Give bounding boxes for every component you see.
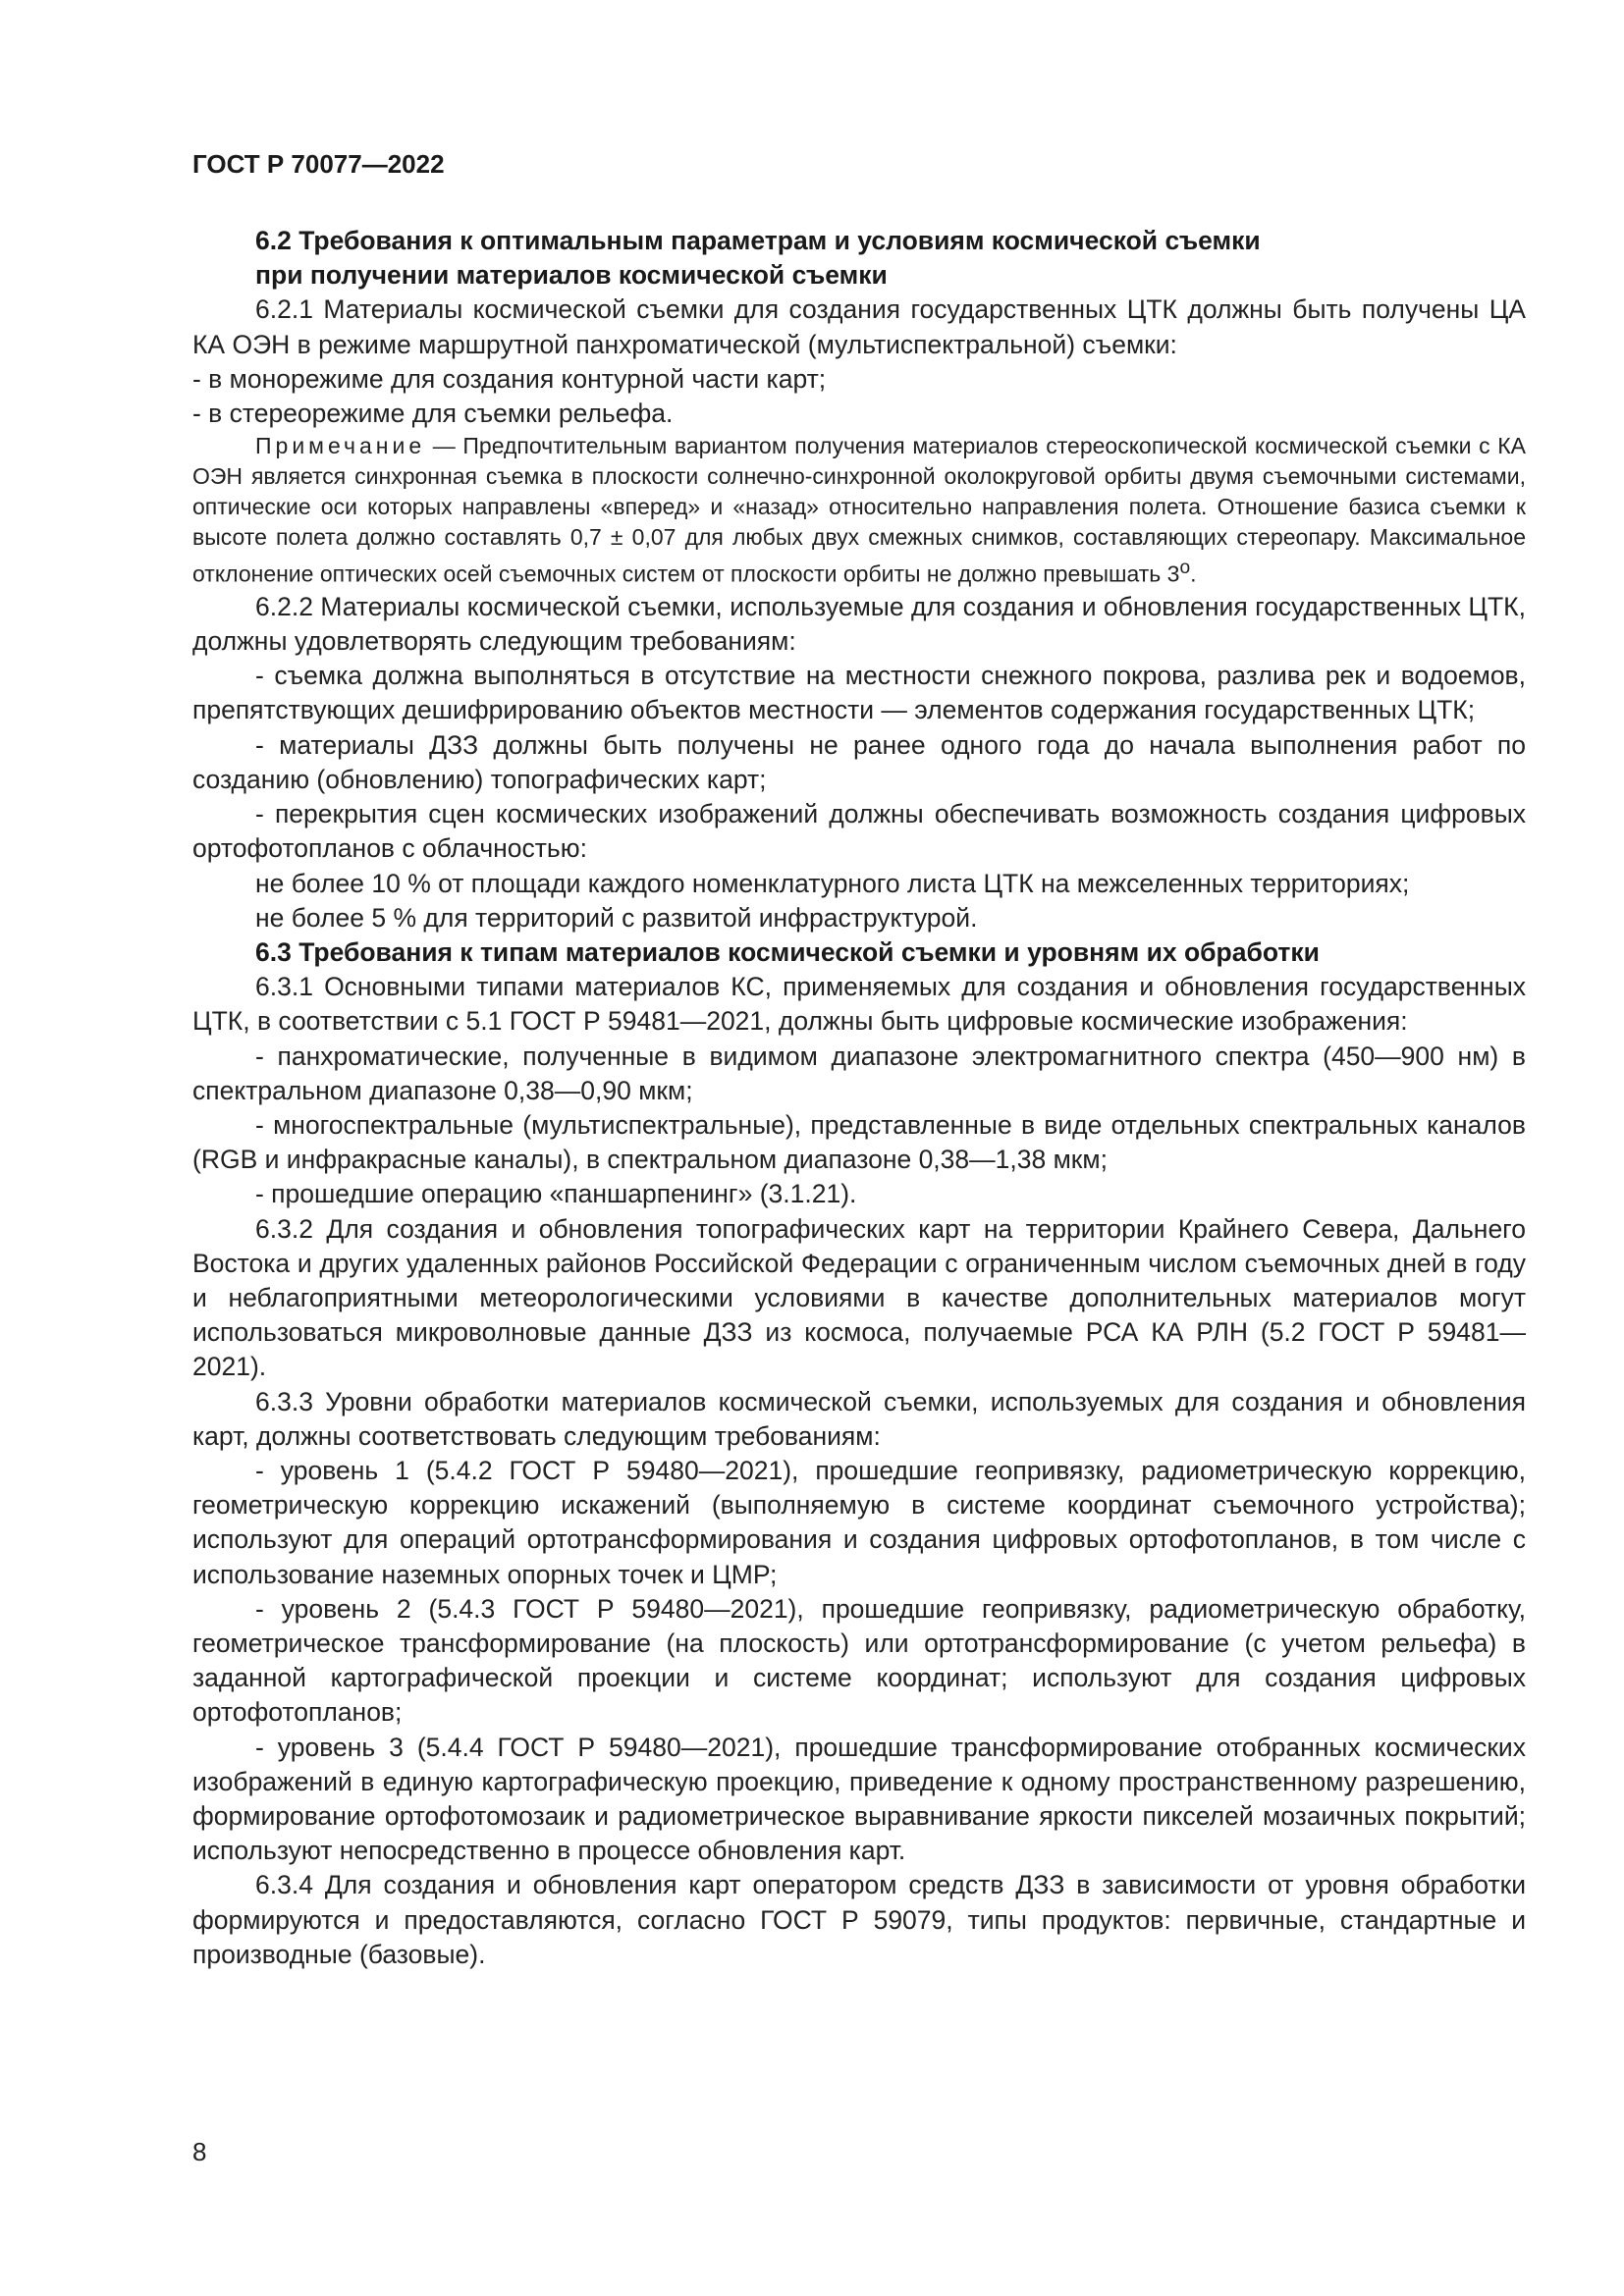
list-item-6-2-2-b: - материалы ДЗЗ должны быть получены не ранее одного года до начала выполнения работ по созданию (обновлению) топографических карт; bbox=[192, 729, 1526, 794]
paragraph-6-2-2: 6.2.2 Материалы космической съемки, используемые для создания и обновления государственных ЦТК, должны удовлетворять следующим требованиям: bbox=[192, 591, 1526, 657]
list-item-6-3-1-a: - панхроматические, полученные в видимом диапазоне электромагнитного спектра (450—900 нм) в спектральном диапазоне 0,38—0,90 мкм; bbox=[192, 1041, 1526, 1105]
paragraph-6-3-3: 6.3.3 Уровни обработки материалов космической съемки, используемых для создания и обновления карт, должны соответствовать следующим требованиям: bbox=[192, 1386, 1526, 1451]
note-label: Примечание bbox=[255, 433, 426, 459]
list-item-6-2-1-b: - в стереорежиме для съемки рельефа. bbox=[192, 399, 674, 429]
section-6-2-title bbox=[192, 224, 1526, 293]
sub-item-6-2-2-2: не более 5 % для территорий с развитой инфраструктурой. bbox=[255, 902, 978, 933]
list-item-6-3-1-c: - прошедшие операцию «паншарпенинг» (3.1.21). bbox=[255, 1179, 857, 1209]
sub-item-6-2-2-1: не более 10 % от площади каждого номенклатурного листа ЦТК на межселенных территориях; bbox=[255, 868, 1410, 898]
list-item-6-3-3-b: - уровень 2 (5.4.3 ГОСТ Р 59480—2021), прошедшие геопривязку, радиометрическую обработку, геометрическое трансформирование (на плоскость) или ортотрансформирование (с учетом рельефа) в заданной картографической проекции и системе координат; используют для создания цифровых ортофотопланов; bbox=[192, 1593, 1526, 1728]
document-code-header: ГОСТ Р 70077—2022 bbox=[192, 149, 445, 179]
page-number: 8 bbox=[192, 2137, 207, 2166]
paragraph-6-3-1: 6.3.1 Основными типами материалов КС, применяемых для создания и обновления государственных ЦТК, в соответствии с 5.1 ГОСТ Р 59481—2021, должны быть цифровые космические изображения: bbox=[192, 972, 1526, 1037]
list-item-6-3-1-b: - многоспектральные (мультиспектральные), представленные в виде отдельных спектральных каналов (RGB и инфракрасные каналы), в спектральном диапазоне 0,38—1,38 мкм; bbox=[192, 1109, 1526, 1175]
paragraph-6-2-1: 6.2.1 Материалы космической съемки для создания государственных ЦТК должны быть получены ЦА КА ОЭН в режиме маршрутной панхроматической (мультиспектральной) съемки: bbox=[192, 294, 1526, 359]
note-end: . bbox=[1190, 561, 1197, 587]
note-text: — Предпочтительным вариантом получения материалов стереоскопической космической съемки с КА ОЭН является синхронная съемка в плоскости солнечно-синхронной околокруговой орбиты двумя съемочными системами, оптические оси которых направлены «вперед» и «назад» относительно направления полета. Отношение базиса съемки к высоте полета должно составлять 0,7 ± 0,07 для любых двух смежных снимков, составляющих стереопару. Максимальное отклонение оптических осей съемочных систем от плоскости орбиты не должно превышать 3 bbox=[192, 433, 1526, 587]
list-item-6-3-3-a: - уровень 1 (5.4.2 ГОСТ Р 59480—2021), прошедшие геопривязку, радиометрическую коррекцию, геометрическую коррекцию искажений (выполняемую в системе координат съемочного устройства); используют для операций ортотрансформирования и создания цифровых ортофотопланов, в том числе с использование наземных опорных точек и ЦМР; bbox=[192, 1455, 1526, 1589]
document-body bbox=[192, 224, 1526, 1972]
list-item-6-2-2-c: - перекрытия сцен космических изображений должны обеспечивать возможность создания цифровых ортофотопланов с облачностью: bbox=[192, 799, 1526, 864]
section-6-3-title: 6.3 Требования к типам материалов космической съемки и уровням их обработки bbox=[255, 936, 1320, 967]
list-item-6-2-1-a: - в монорежиме для создания контурной части карт; bbox=[192, 363, 827, 394]
list-item-6-2-2-a: - съемка должна выполняться в отсутствие на местности снежного покрова, разлива рек и водоемов, препятствующих дешифрированию объектов местности — элементов содержания государственных ЦТК; bbox=[192, 661, 1526, 725]
section-6-2-title-line1: 6.2 Требования к оптимальным параметрам и условиям космической съемки bbox=[255, 226, 1261, 255]
note-degree-sup: о bbox=[1179, 558, 1191, 579]
section-6-2-title-line2: при получении материалов космической съемки bbox=[255, 260, 888, 291]
note-paragraph bbox=[192, 431, 1526, 590]
list-item-6-3-3-c: - уровень 3 (5.4.4 ГОСТ Р 59480—2021), прошедшие трансформирование отобранных космических изображений в единую картографическую проекцию, приведение к одному пространственному разрешению, формирование ортофотомозаик и радиометрическое выравнивание яркости пикселей мозаичных покрытий; используют непосредственно в процессе обновления карт. bbox=[192, 1732, 1526, 1866]
paragraph-6-3-4: 6.3.4 Для создания и обновления карт оператором средств ДЗЗ в зависимости от уровня обработки формируются и предоставляются, согласно ГОСТ Р 59079, типы продуктов: первичные, стандартные и производные (базовые). bbox=[192, 1870, 1526, 1969]
paragraph-6-3-2: 6.3.2 Для создания и обновления топографических карт на территории Крайнего Севера, Дальнего Востока и других удаленных районов Российской Федерации с ограниченным числом съемочных дней в году и неблагоприятными метеорологическими условиями в качестве дополнительных материалов могут использоваться микроволновые данные ДЗЗ из космоса, получаемые РСА КА РЛН (5.2 ГОСТ Р 59481—2021). bbox=[192, 1213, 1526, 1382]
